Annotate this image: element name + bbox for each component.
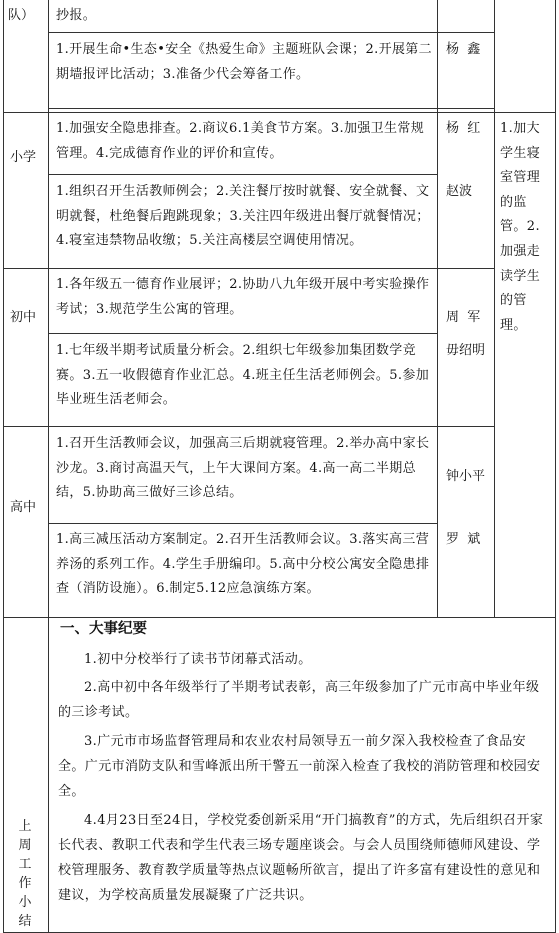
summary-item: 4.4月23日至24日，学校党委创新采用“开门搞教育”的方式，先后组织召开家长代表、教职工代表和学生代表三场专题座谈会。与会人员围绕师德师风建设、学校管理服务、教育教学质量等热点议题畅所欲言，提出了许多富有建设性的意见和建议，为学校高质量发展凝聚了广泛共识。 xyxy=(58,813,544,903)
row-divider xyxy=(48,108,495,109)
task-text: 1.加强安全隐患排查。2.商议6.1美食节方案。3.加强卫生常规管理。4.完成德育作业的评价和宣传。 xyxy=(56,121,425,161)
remarks-text: 1.加大学生寝室管理的监管。2.加强走读学生的管理。 xyxy=(500,121,541,333)
row-divider xyxy=(3,268,495,269)
row-divider xyxy=(3,426,495,427)
column-divider xyxy=(494,0,495,617)
category-label: 小学 xyxy=(10,150,37,165)
responsible-person: 杨 红 xyxy=(446,121,481,136)
task-text: 1.召开生活教师会议，加强高三后期就寝管理。2.举办高中家长沙龙。3.商讨高温天气，上午大课间方案。4.高一高二半期总结，5.协助高三做好三诊总结。 xyxy=(56,436,430,500)
responsible-person: 杨 鑫 xyxy=(446,42,481,57)
category-label: 初中 xyxy=(10,310,37,325)
task-text: 1.各年级五一德育作业展评；2.协助八九年级开展中考实验操作考试；3.规范学生公寓的管理。 xyxy=(56,277,430,317)
summary-item: 3.广元市市场监督管理局和农业农村局领导五一前夕深入我校检查了食品安全。广元市消防支队和雪峰派出所干警五一前深入检查了我校的消防管理和校园安全。 xyxy=(58,734,541,799)
column-divider xyxy=(437,0,438,617)
responsible-person: 毋绍明 xyxy=(446,343,486,358)
task-text: 1.高三减压活动方案制定。2.召开生活教师会议。3.落实高三营养汤的系列工作。4.学生手册编印。5.高中分校公寓安全隐患排查（消防设施）。6.制定5.12应急演练方案。 xyxy=(56,532,430,596)
row-divider xyxy=(48,523,438,524)
row-divider xyxy=(48,333,438,334)
task-text: 抄报。 xyxy=(56,8,97,23)
row-divider xyxy=(3,112,555,113)
responsible-person: 钟小平 xyxy=(446,469,486,484)
task-text: 1.组织召开生活教师例会；2.关注餐厅按时就餐、安全就餐、文明就餐，杜绝餐后跑跳现象；3.关注四年级进出餐厅就餐情况；4.寝室违禁物品收缴；5.关注高楼层空调使用情况。 xyxy=(56,184,430,248)
column-divider xyxy=(48,0,49,933)
responsible-person: 罗 斌 xyxy=(446,532,481,547)
table-border-left xyxy=(3,0,4,933)
responsible-person: 赵波 xyxy=(446,184,473,199)
task-text: 1.开展生命•生态•安全《热爱生命》主题班队会课；2.开展第二期墙报评比活动；3.准备少代会筹备工作。 xyxy=(56,42,432,82)
table-border-right xyxy=(555,0,556,933)
category-label: 高中 xyxy=(10,500,37,515)
row-divider xyxy=(48,174,438,175)
summary-label: 上周工作小结 xyxy=(18,819,32,929)
summary-item: 2.高中初中各年级举行了半期考试表彰，高三年级参加了广元市高中毕业年级的三诊考试。 xyxy=(58,680,540,720)
task-text: 1.七年级半期考试质量分析会。2.组织七年级参加集团数学竞赛。3.五一收假德育作业汇总。4.班主任生活老师例会。5.参加毕业班生活老师会。 xyxy=(56,343,430,407)
summary-item: 1.初中分校举行了读书节闭幕式活动。 xyxy=(84,652,312,667)
category-label: 队） xyxy=(8,8,35,23)
responsible-person: 周 军 xyxy=(446,310,481,325)
row-divider xyxy=(48,32,495,33)
section-heading: 一、大事纪要 xyxy=(60,621,147,637)
